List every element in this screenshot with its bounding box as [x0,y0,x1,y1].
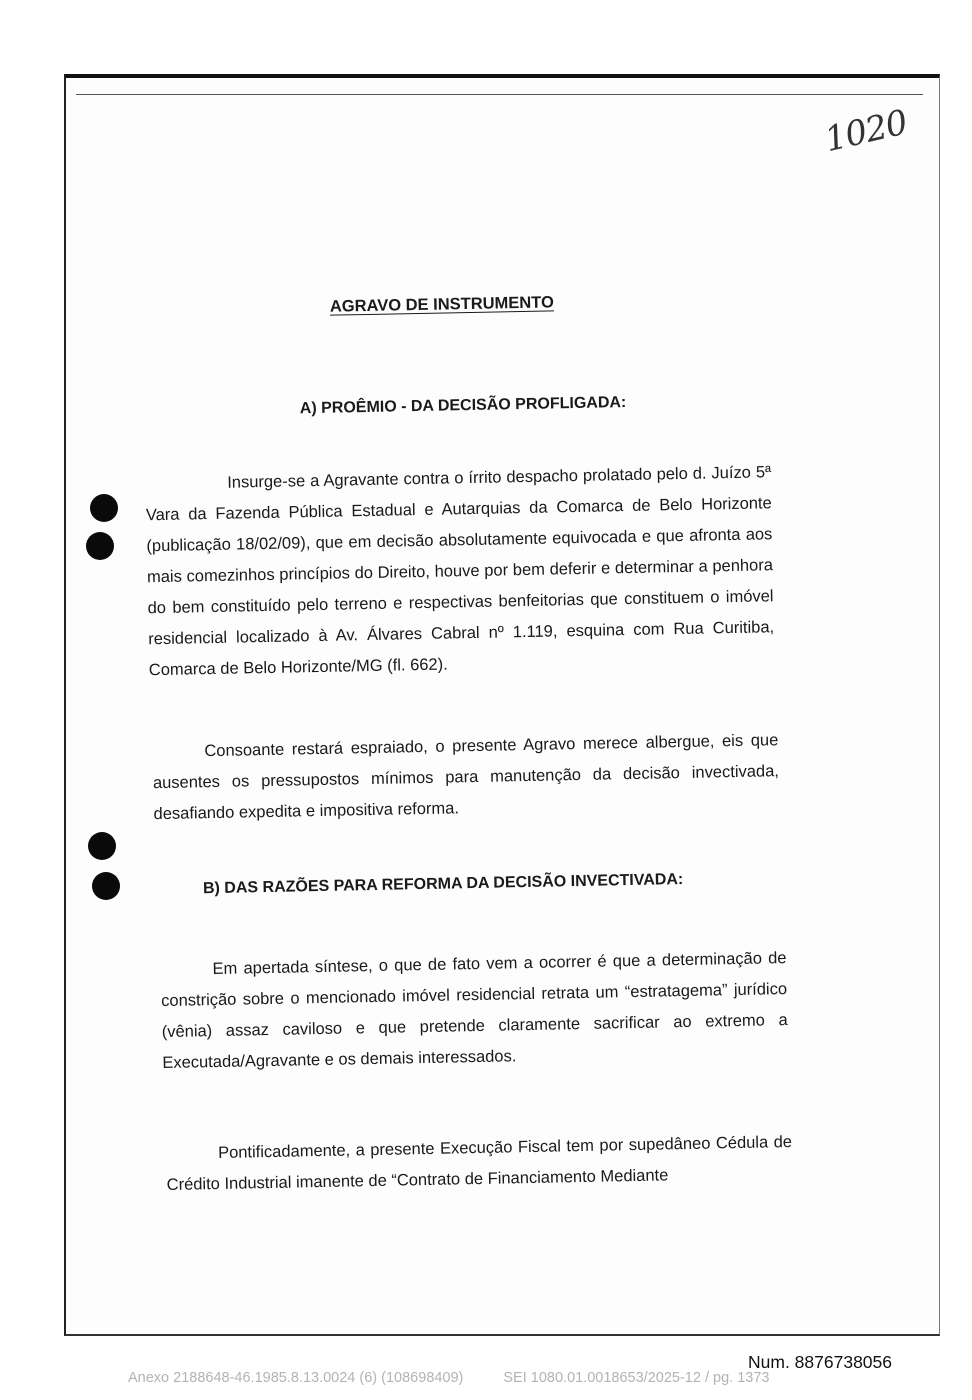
punch-hole [86,532,114,560]
handwritten-page-number: 1020 [821,102,911,161]
scanned-page [64,74,940,1336]
paragraph-4: Pontificadamente, a presente Execução Fiscal tem por supedâneo Cédula de Crédito Industrial imanente de “Contrato de Financiamento Mediante [166,1132,793,1194]
punch-hole [90,494,118,522]
document-num: Num. 8876738056 [748,1352,892,1372]
footer-sei: SEI 1080.01.0018653/2025-12 / pg. 1373 [503,1370,770,1386]
footer [128,1370,769,1386]
section-a-heading: A) PROÊMIO - DA DECISÃO PROFLIGADA: [299,394,627,418]
paragraph-3: Em apertada síntese, o que de fato vem a ocorrer é que a determinação de constrição sobre o mencionado imóvel residencial retrata um “estratagema” jurídico (vênia) assaz caviloso e que pretende claramente sacrificar ao extremo a Executada/Agravante e os demais interessados. [161,949,788,1073]
paragraph-1: Insurge-se a Agravante contra o írrito despacho prolatado pelo d. Juízo 5ª Vara da Fazenda Pública Estadual e Autarquias da Comarca de Belo Horizonte (publicação 18/02/09), que em decisão absolutamente equivocada e que afronta aos mais comezinhos princípios do Direito, houve por bem deferir e determinar a penhora do bem constituído pelo terreno e respectivas benfeitorias que constituem o imóvel residencial localizado à Av. Álvares Cabral nº 1.119, esquina com Rua Curitiba, Comarca de Belo Horizonte/MG (fl. 662). [145,463,775,680]
section-b-heading: B) DAS RAZÕES PARA REFORMA DA DECISÃO INVECTIVADA: [202,871,684,898]
document-title: AGRAVO DE INSTRUMENTO [329,293,554,316]
footer-annex: Anexo 2188648-46.1985.8.13.0024 (6) (108698409) [128,1370,464,1386]
paragraph-2: Consoante restará espraiado, o presente Agravo merece albergue, eis que ausentes os pressupostos mínimos para manutenção da decisão invectivada, desafiando expedita e impositiva reforma. [152,731,780,824]
document-body [54,70,951,1343]
punch-hole [88,832,116,860]
punch-hole [92,872,120,900]
